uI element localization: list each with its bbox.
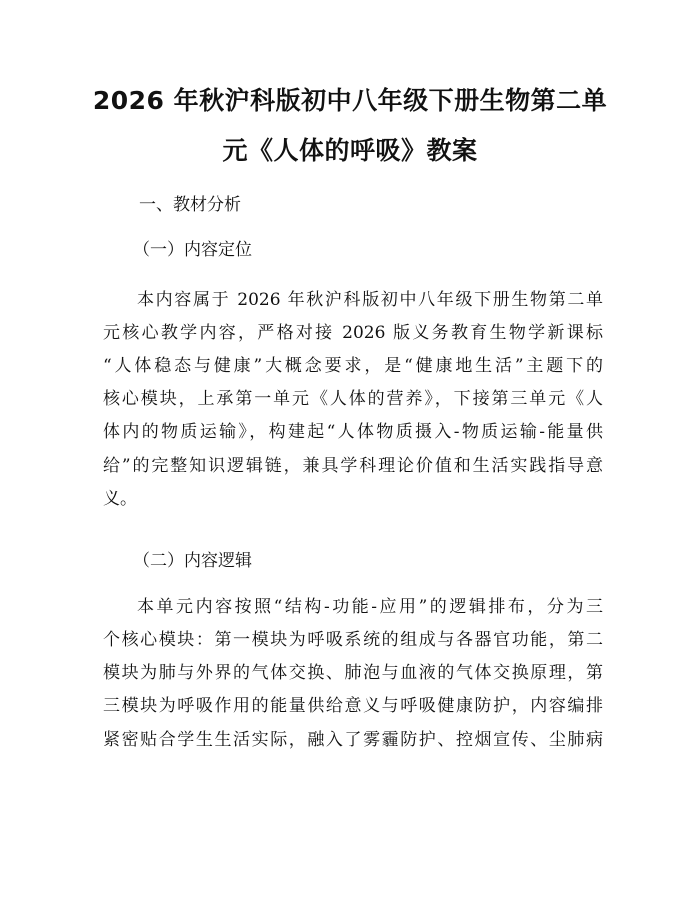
paragraph-line: 元核心教学内容，严格对接 2026 版义务教育生物学新课标 bbox=[103, 323, 603, 343]
paragraph-line: “人体稳态与健康”大概念要求，是“健康地生活”主题下的 bbox=[103, 356, 603, 376]
subsection-heading-content-logic: （二）内容逻辑 bbox=[133, 551, 252, 571]
section-heading-textbook-analysis: 一、教材分析 bbox=[139, 195, 241, 215]
paragraph-line: 模块为肺与外界的气体交换、肺泡与血液的气体交换原理，第 bbox=[103, 663, 603, 683]
paragraph-line: 义。 bbox=[103, 489, 137, 509]
subsection-heading-content-positioning: （一）内容定位 bbox=[133, 240, 252, 260]
document-title-line-2: 元《人体的呼吸》教案 bbox=[222, 136, 478, 165]
paragraph-line: 个核心模块：第一模块为呼吸系统的组成与各器官功能，第二 bbox=[103, 630, 603, 650]
paragraph-line: 三模块为呼吸作用的能量供给意义与呼吸健康防护，内容编排 bbox=[103, 696, 603, 716]
paragraph-line: 体内的物质运输》，构建起“人体物质摄入-物质运输-能量供 bbox=[103, 422, 603, 442]
paragraph-line: 本单元内容按照“结构-功能-应用”的逻辑排布，分为三 bbox=[137, 597, 603, 617]
paragraph-line: 本内容属于 2026 年秋沪科版初中八年级下册生物第二单 bbox=[137, 290, 603, 310]
document-title-line-1: 2026 年秋沪科版初中八年级下册生物第二单 bbox=[92, 86, 608, 115]
paragraph-line: 给”的完整知识逻辑链，兼具学科理论价值和生活实践指导意 bbox=[103, 456, 603, 476]
paragraph-line: 紧密贴合学生生活实际，融入了雾霾防护、控烟宣传、尘肺病 bbox=[103, 730, 603, 750]
paragraph-line: 核心模块，上承第一单元《人体的营养》，下接第三单元《人 bbox=[103, 389, 603, 409]
